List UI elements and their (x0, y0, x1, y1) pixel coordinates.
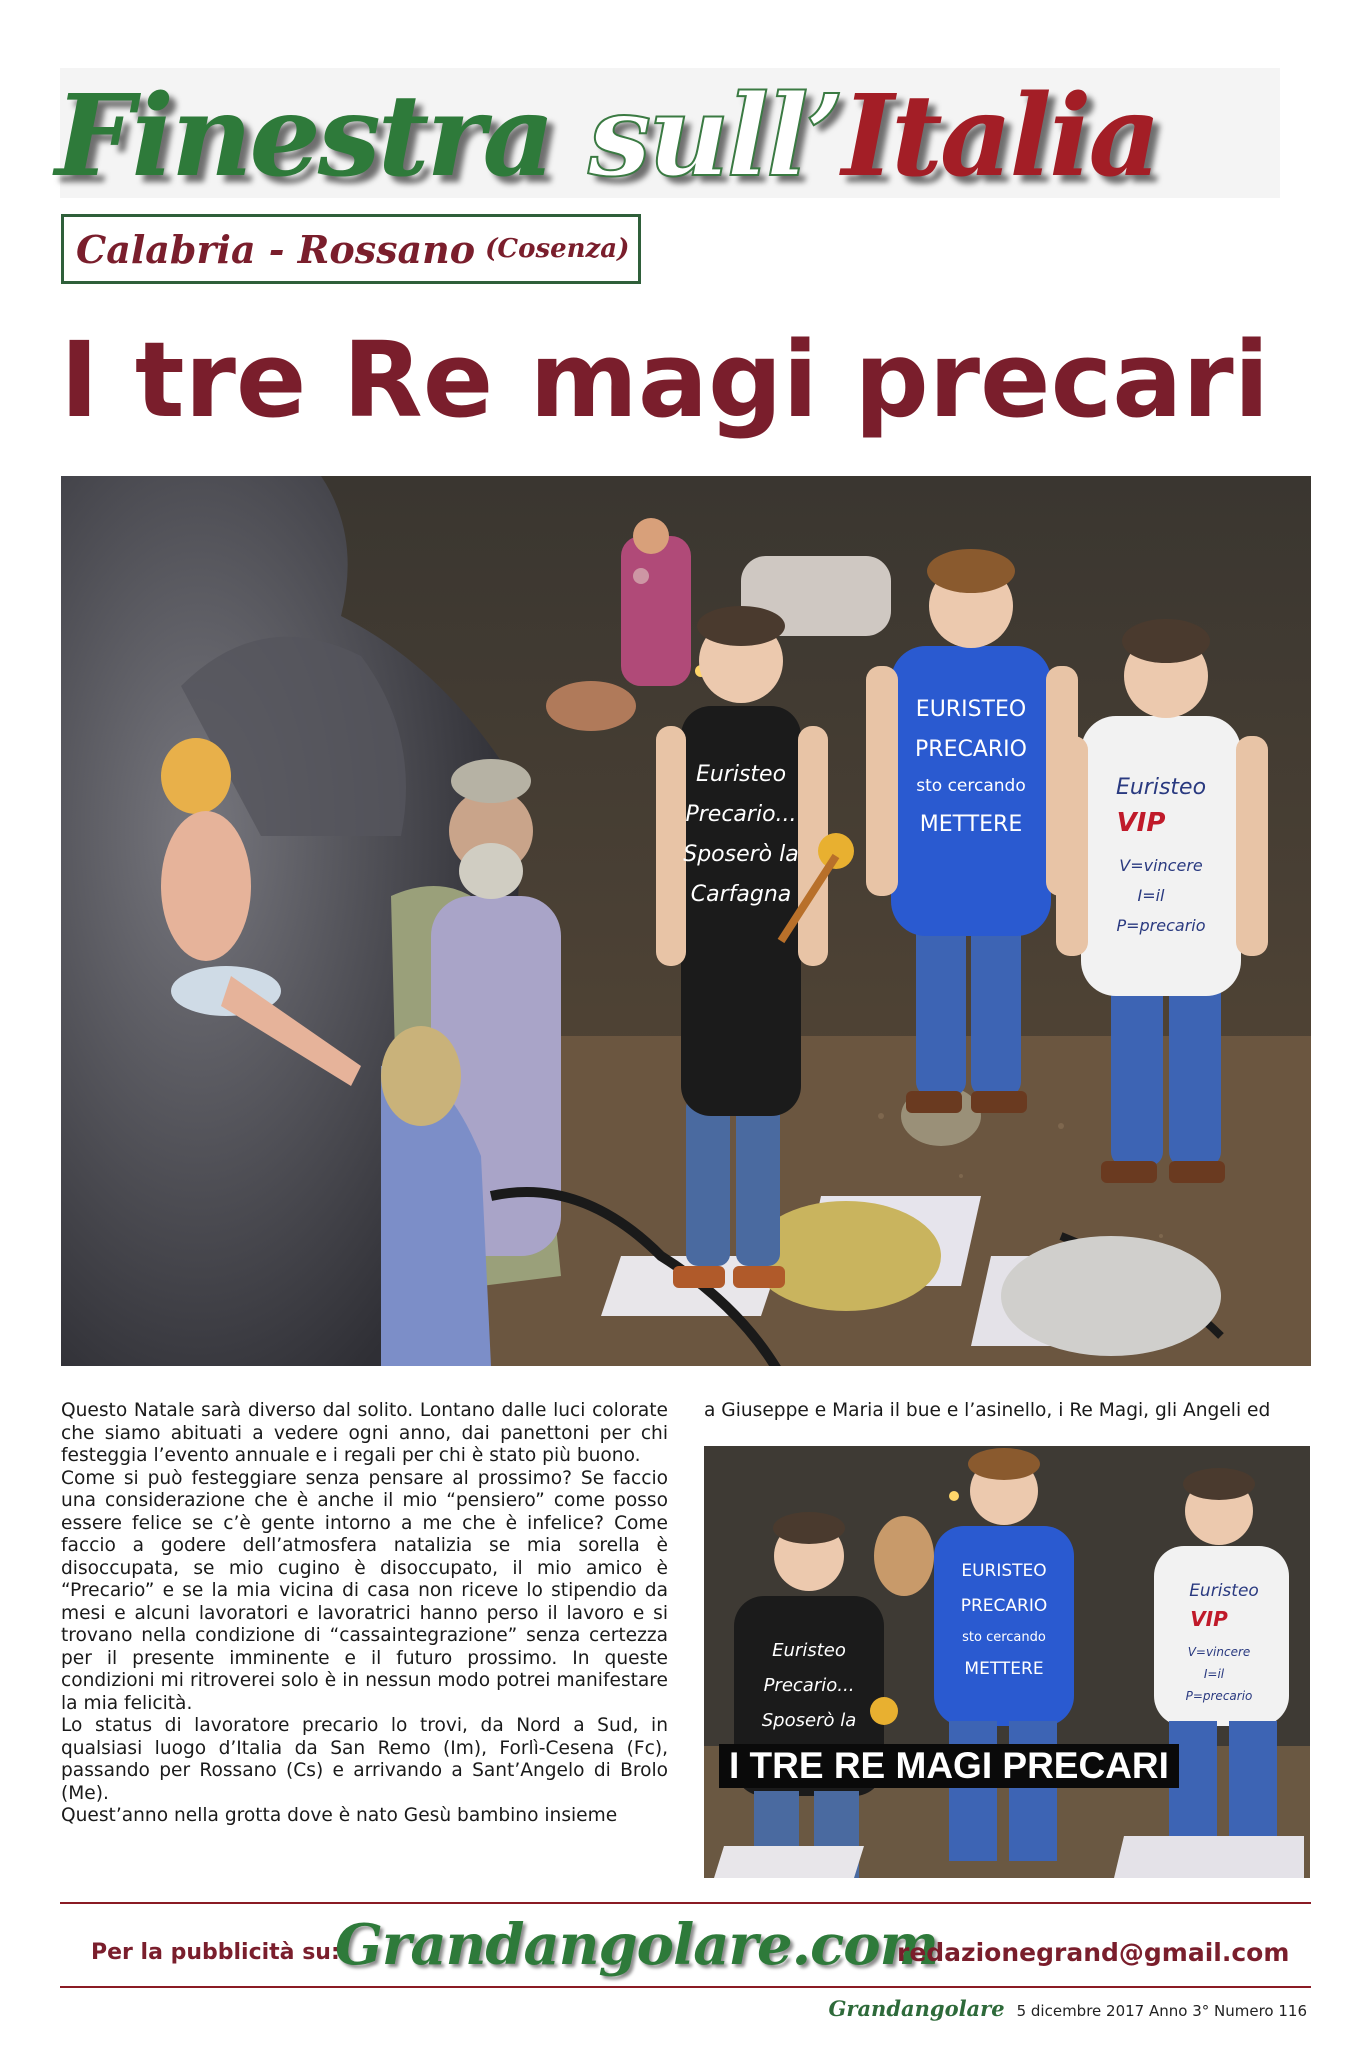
article-paragraph-1: Questo Natale sarà diverso dal solito. Lontano dalle luci colorate che siamo abituati a vedere ogni anno, dai panettoni per chi festeggia l’evento annuale e i regali per chi è stato più buono. (61, 1400, 668, 1466)
small-shirt3-line4: I=il (1203, 1667, 1225, 1681)
shirt3-line3: V=vincere (1119, 856, 1203, 875)
shirt1-line2: Precario... (685, 802, 797, 827)
article-paragraph-3: Lo status di lavoratore precario lo trovi, da Nord a Sud, in qualsiasi luogo d’Italia da San Remo (Im), Forlì-Cesena (Fc), passando per Rossano (Cs) e arrivando a Sant’Angelo di Brolo (Me). (61, 1715, 668, 1804)
shirt1-line3: Sposerò la (683, 842, 799, 867)
small-shirt1-line3: Sposerò la (761, 1710, 857, 1731)
article-column-1 (61, 1400, 668, 1828)
shirt3-line4: I=il (1137, 886, 1165, 905)
shirt2-line1: EURISTEO (915, 697, 1027, 722)
small-shirt2-line4: METTERE (964, 1659, 1044, 1679)
small-shirt2-line3: sto cercando (962, 1630, 1046, 1645)
main-photo (61, 476, 1311, 1366)
ad-email-link[interactable]: redazionegrand@gmail.com (897, 1938, 1290, 1967)
ad-rule-bottom (60, 1986, 1311, 1988)
small-shirt1-line2: Precario... (763, 1675, 855, 1696)
three-kings-closeup-illustration (704, 1446, 1310, 1878)
ad-label: Per la pubblicità su: (91, 1940, 340, 1965)
article-headline: I tre Re magi precari (60, 319, 1270, 441)
ad-website-link[interactable]: Grandangolare.com (335, 1912, 938, 1978)
masthead-part-finestra: Finestra (55, 71, 553, 202)
masthead-part-italia: Italia (841, 71, 1159, 202)
secondary-photo (704, 1446, 1310, 1878)
shirt1-line4: Carfagna (690, 882, 792, 907)
shirt1-line1: Euristeo (695, 762, 787, 787)
small-shirt3-line5: P=precario (1185, 1689, 1253, 1703)
small-shirt3-line1: Euristeo (1189, 1581, 1259, 1601)
article-paragraph-4: Quest’anno nella grotta dove è nato Gesù bambino insieme (61, 1805, 618, 1826)
shirt3-line1: Euristeo (1115, 775, 1207, 800)
nativity-scene-illustration (61, 476, 1311, 1366)
article-paragraph-2: Come si può festeggiare senza pensare al prossimo? Se faccio una considerazione che è anche il mio “pensiero” come posso essere felice se c’è gente intorno a me che è infelice? Come faccio a godere dell’atmosfera natalizia se mia sorella è disoccupata, se mio cugino è disoccupato, il mio amico è “Precario” e se la mia vicina di casa non riceve lo stipendio da mesi e alcuni lavoratori e lavoratrici hanno perso il lavoro e si trovano nella condizione di “cassaintegrazione” senza certezza per il presente imminente e il futuro prossimo. In queste condizioni mi ritroverei solo è in nessun modo potrei manifestare la mia felicità. (61, 1467, 668, 1714)
page-footer (828, 1996, 1307, 2021)
footer-brand: Grandangolare (828, 1996, 1005, 2021)
small-shirt2-line2: PRECARIO (960, 1596, 1048, 1616)
location-box (61, 214, 641, 284)
location-province: (Cosenza) (485, 234, 630, 264)
article-column-2-line: a Giuseppe e Maria il bue e l’asinello, i Re Magi, gli Angeli ed (704, 1400, 1271, 1421)
shirt3-line5: P=precario (1116, 916, 1206, 935)
small-shirt3-line3: V=vincere (1187, 1645, 1251, 1659)
photo-caption: I TRE RE MAGI PRECARI (719, 1744, 1179, 1788)
masthead-part-sull: sull’ (588, 71, 842, 202)
shirt2-line4: METTERE (919, 812, 1023, 837)
footer-issue-info: 5 dicembre 2017 Anno 3° Numero 116 (1016, 2002, 1307, 2020)
shirt3-line2: VIP (1116, 808, 1166, 838)
masthead-title (55, 71, 1159, 202)
shirt2-line2: PRECARIO (915, 737, 1027, 762)
small-shirt1-line1: Euristeo (772, 1640, 846, 1661)
small-shirt3-line2: VIP (1190, 1607, 1228, 1631)
small-shirt2-line1: EURISTEO (961, 1561, 1047, 1581)
ad-rule-top (60, 1902, 1311, 1904)
shirt2-line3: sto cercando (916, 776, 1026, 796)
location-region: Calabria - Rossano (76, 226, 476, 272)
